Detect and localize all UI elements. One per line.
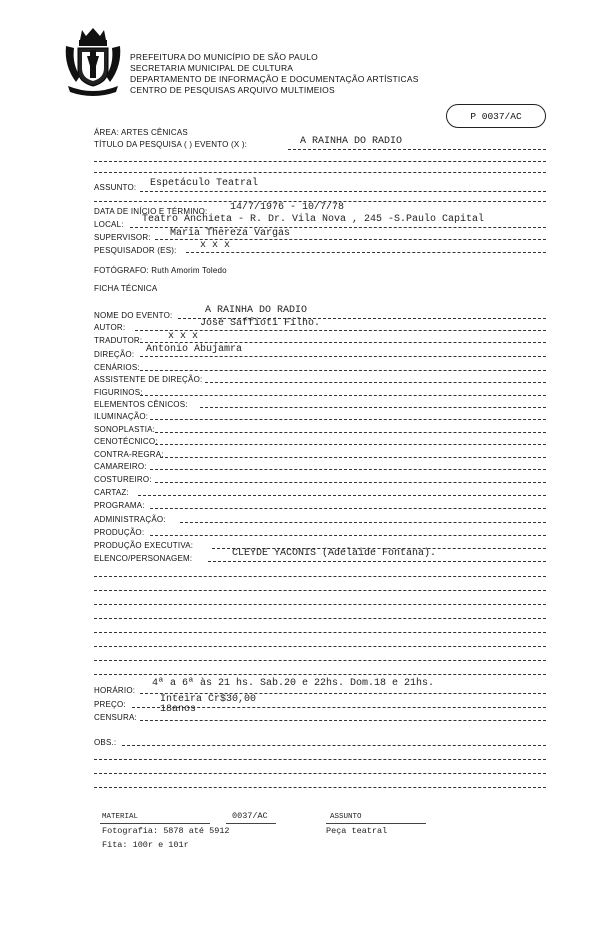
pesquisador-line bbox=[186, 252, 546, 253]
fita-count: Fita: 100r e 101r bbox=[102, 840, 189, 850]
tradutor-label: TRADUTOR: bbox=[94, 336, 143, 345]
direcao-line bbox=[140, 356, 546, 357]
titulo-value: A RAINHA DO RADIO bbox=[300, 136, 403, 147]
sonoplastia-line bbox=[155, 432, 546, 433]
titulo-label: TÍTULO DA PESQUISA ( ) EVENTO (X ): bbox=[94, 140, 248, 149]
horario-value: 4ª a 6ª às 21 hs. Sab.20 e 22hs. Dom.18 e 21hs. bbox=[152, 678, 435, 689]
elenco-line bbox=[208, 561, 546, 562]
cartaz-line bbox=[138, 495, 546, 496]
titulo-line bbox=[288, 149, 546, 150]
blank-line bbox=[94, 646, 546, 647]
header-line-centro: CENTRO DE PESQUISAS ARQUIVO MULTIMEIOS bbox=[130, 85, 335, 95]
assunto-line bbox=[140, 191, 546, 192]
censura-label: CENSURA: bbox=[94, 713, 137, 722]
data-value: 14/7/1976 - 10/7/78 bbox=[230, 202, 345, 213]
elenco-label: ELENCO/PERSONAGEM: bbox=[94, 554, 193, 563]
footer-assunto-label: ASSUNTO bbox=[330, 813, 362, 821]
costureiro-line bbox=[155, 482, 546, 483]
producao-line bbox=[150, 535, 546, 536]
assistente-line bbox=[205, 382, 546, 383]
nome-evento-value: A RAINHA DO RADIO bbox=[205, 305, 308, 316]
producao-executiva-label: PRODUÇÃO EXECUTIVA: bbox=[94, 541, 194, 550]
cenarios-line bbox=[140, 370, 546, 371]
record-code: 0037/AC bbox=[232, 811, 268, 821]
contraregra-line bbox=[160, 457, 546, 458]
assunto-label: ASSUNTO: bbox=[94, 183, 137, 192]
assistente-label: ASSISTENTE DE DIREÇÃO: bbox=[94, 375, 203, 384]
blank-line bbox=[94, 674, 546, 675]
programa-label: PROGRAMA: bbox=[94, 501, 145, 510]
data-label: DATA DE INÍCIO E TÉRMINO: bbox=[94, 207, 208, 216]
sonoplastia-label: SONOPLASTIA: bbox=[94, 425, 156, 434]
programa-line bbox=[150, 508, 546, 509]
preco-label: PREÇO: bbox=[94, 700, 126, 709]
elenco-value: CLEYDE YACONIS (Adelaide Fontana). bbox=[232, 548, 437, 559]
administracao-label: ADMINISTRAÇÃO: bbox=[94, 515, 166, 524]
iluminacao-label: ILUMINAÇÃO: bbox=[94, 412, 149, 421]
fotografia-count: Fotografia: 5878 até 5912 bbox=[102, 826, 230, 836]
blank-line bbox=[94, 787, 546, 788]
administracao-line bbox=[180, 522, 546, 523]
supervisor-value: Maria Thereza Vargas bbox=[170, 228, 291, 239]
fotografo-label: FOTÓGRAFO: Ruth Amorim Toledo bbox=[94, 266, 227, 275]
assunto-value: Espetáculo Teatral bbox=[150, 178, 259, 189]
peca-teatral: Peça teatral bbox=[326, 826, 388, 836]
cenarios-label: CENÁRIOS: bbox=[94, 363, 140, 372]
blank-line bbox=[94, 590, 546, 591]
blank-line bbox=[94, 632, 546, 633]
blank-line bbox=[94, 773, 546, 774]
coat-of-arms-logo bbox=[62, 26, 124, 96]
obs-line bbox=[122, 745, 546, 746]
blank-line bbox=[94, 161, 546, 162]
direcao-label: DIREÇÃO: bbox=[94, 350, 135, 359]
camareiro-line bbox=[150, 469, 546, 470]
elementos-label: ELEMENTOS CÊNICOS: bbox=[94, 400, 188, 409]
figurinos-label: FIGURINOS: bbox=[94, 388, 143, 397]
local-label: LOCAL: bbox=[94, 220, 124, 229]
code-underline bbox=[226, 823, 276, 824]
header-line-prefeitura: PREFEITURA DO MUNICÍPIO DE SÃO PAULO bbox=[130, 52, 318, 62]
figurinos-line bbox=[140, 395, 546, 396]
censura-line bbox=[140, 720, 546, 721]
autor-label: AUTOR: bbox=[94, 323, 126, 332]
record-stamp: P 0037/AC bbox=[446, 104, 546, 128]
area-label: ÁREA: ARTES CÊNICAS bbox=[94, 128, 188, 137]
pesquisador-value: x x x bbox=[200, 240, 231, 251]
blank-line bbox=[94, 172, 546, 173]
header-line-secretaria: SECRETARIA MUNICIPAL DE CULTURA bbox=[130, 63, 294, 73]
horario-label: HORÁRIO: bbox=[94, 686, 136, 695]
censura-value: 18anos bbox=[160, 704, 197, 715]
producao-label: PRODUÇÃO: bbox=[94, 528, 145, 537]
preco-value: Inteira Cr$30,00 bbox=[160, 694, 257, 705]
contraregra-label: CONTRA-REGRA: bbox=[94, 450, 164, 459]
header-line-departamento: DEPARTAMENTO DE INFORMAÇÃO E DOCUMENTAÇÃO ARTÍSTICAS bbox=[130, 74, 419, 84]
ficha-tecnica-heading: FICHA TÉCNICA bbox=[94, 284, 158, 293]
cartaz-label: CARTAZ: bbox=[94, 488, 129, 497]
material-underline bbox=[100, 823, 210, 824]
camareiro-label: CAMAREIRO: bbox=[94, 462, 147, 471]
elementos-line bbox=[200, 407, 546, 408]
local-value: Teatro Anchieta - R. Dr. Vila Nova , 245 -S.Paulo Capital bbox=[142, 214, 485, 225]
blank-line bbox=[94, 660, 546, 661]
obs-label: OBS.: bbox=[94, 738, 117, 747]
assunto-underline bbox=[326, 823, 426, 824]
nome-evento-label: NOME DO EVENTO: bbox=[94, 311, 173, 320]
blank-line bbox=[94, 604, 546, 605]
tradutor-line bbox=[140, 342, 546, 343]
iluminacao-line bbox=[150, 419, 546, 420]
autor-value: José Saffioti Filho. bbox=[200, 318, 321, 329]
cenotecnico-line bbox=[155, 444, 546, 445]
cenotecnico-label: CENOTÉCNICO: bbox=[94, 437, 158, 446]
blank-line bbox=[94, 576, 546, 577]
blank-line bbox=[94, 618, 546, 619]
supervisor-label: SUPERVISOR: bbox=[94, 233, 151, 242]
pesquisador-label: PESQUISADOR (ES): bbox=[94, 246, 177, 255]
blank-line bbox=[94, 759, 546, 760]
material-label: MATERIAL bbox=[102, 813, 139, 821]
tradutor-value: x x x bbox=[168, 331, 199, 342]
direcao-value: Antonio Abujamra bbox=[146, 344, 243, 355]
costureiro-label: COSTUREIRO: bbox=[94, 475, 152, 484]
